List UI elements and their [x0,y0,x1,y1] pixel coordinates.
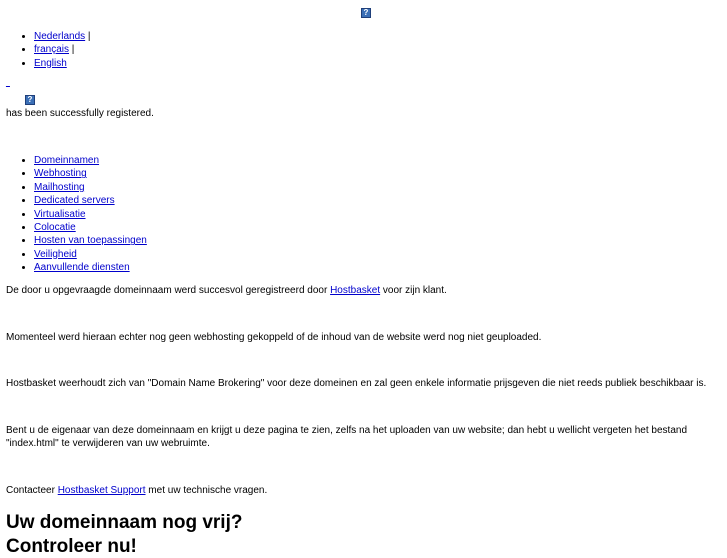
language-separator: | [85,31,91,42]
registration-paragraph [6,284,721,297]
domain-free-heading: Uw domeinnaam nog vrij? [6,512,243,533]
nav-item [34,167,147,180]
nav-link-hosten-toepassingen[interactable]: Hosten van toepassingen [34,235,147,247]
nav-item [34,248,147,261]
nav-item [34,181,147,194]
nav-link-webhosting[interactable]: Webhosting [34,168,87,180]
nav-item [34,154,147,167]
nav-link-mailhosting[interactable]: Mailhosting [34,181,85,193]
owner-paragraph: Bent u de eigenaar van deze domeinnaam en krijgt u deze pagina te zien, zelfs na het uploaden van uw website; dan hebt u wellicht vergeten het bestand "index.html" te verwijderen van uw webruimte. [6,425,688,450]
nav-item [34,221,147,234]
nav-link-virtualisatie[interactable]: Virtualisatie [34,208,86,220]
language-link-english[interactable]: English [34,57,67,69]
support-paragraph [6,484,721,497]
broken-image-icon: ? [25,95,35,105]
nav-item [34,194,147,207]
nav-link-dedicated-servers[interactable]: Dedicated servers [34,195,115,207]
paragraph-text: met uw technische vragen. [145,485,268,496]
language-item [34,30,91,43]
hosting-status-paragraph: Momenteel werd hieraan echter nog geen webhosting gekoppeld of de inhoud van de website werd nog niet geuploaded. [6,332,542,343]
nav-link-aanvullende-diensten[interactable]: Aanvullende diensten [34,262,130,274]
language-separator: | [69,44,75,56]
check-now-heading: Controleer nu! [6,536,137,557]
language-item [34,43,91,56]
language-link-nederlands[interactable]: Nederlands [34,31,86,42]
nav-link-domeinnamen[interactable]: Domeinnamen [34,155,100,166]
service-nav [34,154,147,275]
nav-link-veiligheid[interactable]: Veiligheid [34,248,77,260]
nav-item [34,208,147,221]
nav-item [34,234,147,247]
broken-image-icon: ? [361,8,371,18]
hostbasket-support-link[interactable]: Hostbasket Support [57,485,146,496]
language-link-francais[interactable]: français [34,44,70,56]
home-link[interactable]: _ [6,80,10,87]
language-list [34,30,91,70]
registration-message: has been successfully registered. [6,108,154,119]
hostbasket-link[interactable]: Hostbasket [330,285,381,296]
nav-item [34,261,147,274]
nav-link-colocatie[interactable]: Colocatie [34,221,76,233]
language-item [34,57,91,70]
paragraph-text: De door u opgevraagde domeinnaam werd succesvol geregistreerd door [6,285,331,296]
brokering-paragraph: Hostbasket weerhoudt zich van "Domain Name Brokering" voor deze domeinen en zal geen enkele informatie prijsgeven die niet reeds publiek beschikbaar is. [6,378,707,389]
paragraph-text: Contacteer [6,485,58,496]
paragraph-text: voor zijn klant. [380,285,447,296]
